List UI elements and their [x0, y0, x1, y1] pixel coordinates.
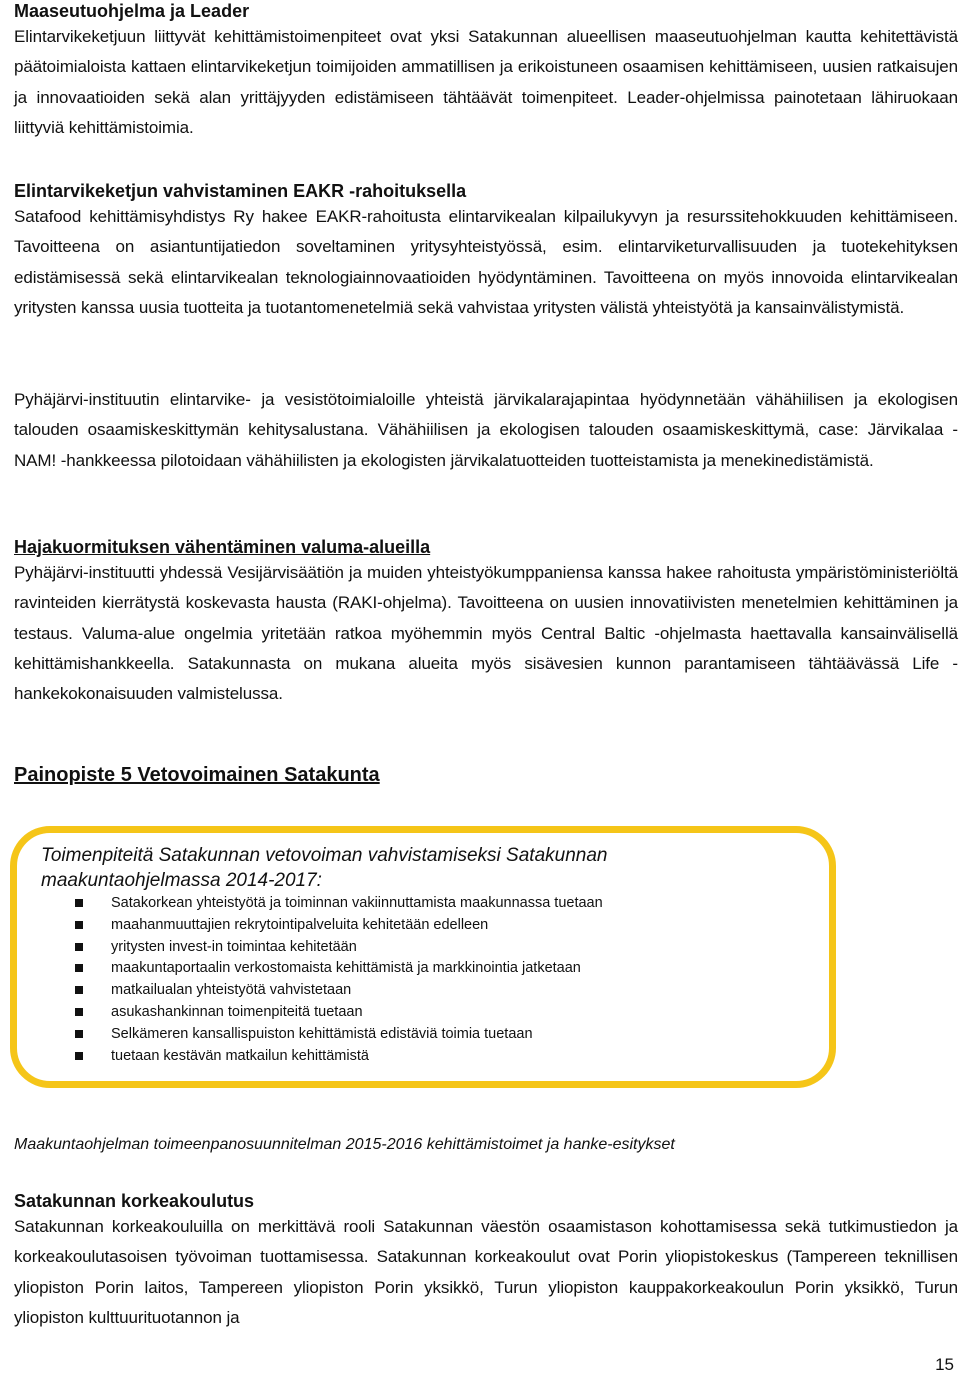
section-title: Elintarvikeketjun vahvistaminen EAKR -rahoituksella — [14, 181, 467, 201]
page-number: 15 — [935, 1355, 954, 1374]
list-item: tuetaan kestävän matkailun kehittämistä — [75, 1046, 603, 1068]
section-title: Hajakuormituksen vähentäminen valuma-alueilla — [14, 537, 431, 557]
bullet-square-icon — [75, 899, 83, 907]
bullet-square-icon — [75, 921, 83, 929]
list-item: matkailualan yhteistyötä vahvistetaan — [75, 980, 603, 1002]
list-item: Selkämeren kansallispuiston kehittämistä edistäviä toimia tuetaan — [75, 1024, 603, 1046]
section-body: Elintarvikeketjuun liittyvät kehittämistoimenpiteet ovat yksi Satakunnan alueellisen maaseutuohjelman kautta kehitettävistä päätoimialoista kattaen elintarvikeketjun toimijoiden ammatillisen ja erikoistuneen osaamisen kehittämiseen, uusien ratkaisujen ja innovaatioiden sekä alan yrittäjyyden edistämiseen tähtäävät toimenpiteet. Leader-ohjelmissa painotetaan lähiruokaan liittyviä kehittämistoimia. — [14, 27, 958, 137]
section-pyhajarvi — [14, 385, 958, 476]
section-title: Satakunnan korkeakoulutus — [14, 1191, 255, 1211]
bullet-square-icon — [75, 1052, 83, 1060]
section-body: Pyhäjärvi-instituutti yhdessä Vesijärvisäätiön ja muiden yhteistyökumppaniensa kanssa hakee rahoitusta ympäristöministeriöltä ravinteiden kierrätystä koskevasta hausta (RAKI-ohjelma). Tavoitteena on uusien innovatiivisten menetelmien kehittäminen ja testaus. Valuma-alue ongelmia yritetään ratkoa myöhemmin myös Central Baltic -ohjelmasta haettavalla kansainvälisellä kehittämishankkeella. Satakunnasta on mukana alueita myös sisävesien kunnon parantamiseen tähtäävässä Life -hankekokonaisuuden valmistelussa. — [14, 563, 958, 704]
list-item: maakuntaportaalin verkostomaista kehittämistä ja markkinointia jatketaan — [75, 958, 603, 980]
section-eakr — [14, 180, 958, 323]
bullet-square-icon — [75, 964, 83, 972]
list-item: Satakorkean yhteistyötä ja toiminnan vakiinnuttamista maakunnassa tuetaan — [75, 893, 603, 915]
box-title-line1: Toimenpiteitä Satakunnan vetovoiman vahvistamiseksi Satakunnan — [41, 845, 608, 866]
section-body: Satakunnan korkeakouluilla on merkittävä rooli Satakunnan väestön osaamistason kohottamisessa sekä tutkimustiedon ja korkeakoulutasoisen työvoiman tuottamisessa. Satakunnan korkeakoulut ovat Porin yliopistokeskus (Tampereen teknillisen yliopiston Porin laitos, Tampereen yliopiston Porin yksikkö, Turun yliopiston kauppakorkeakoulun Porin yksikkö, Turun yliopiston kulttuurituotannon ja — [14, 1217, 958, 1327]
list-item: yritysten invest-in toimintaa kehitetään — [75, 937, 603, 959]
measures-box-title — [41, 843, 801, 893]
section-hajakuormitus — [14, 536, 958, 709]
section-korkeakoulutus — [14, 1190, 958, 1333]
measures-box — [10, 826, 836, 1088]
section-body: Satafood kehittämisyhdistys Ry hakee EAKR-rahoitusta elintarvikealan kilpailukyvyn ja resurssitehokkuuden kehittämiseen. Tavoitteena on asiantuntijatiedon soveltaminen yritysyhteistyössä, esim. elintarviketurvallisuuden ja tuotekehityksen edistämisessä sekä elintarvikealan teknologiainnovaatioiden hyödyntäminen. Tavoitteena on myös innovoida elintarvikealan yritysten kanssa uusia tuotteita ja tuotantomenetelmiä sekä vahvistaa yritysten välistä yhteistyötä ja kansainvälistymistä. — [14, 207, 958, 317]
section-body: Pyhäjärvi-instituutin elintarvike- ja vesistötoimialoille yhteistä järvikalarajapintaa hyödynnetään vähähiilisen ja ekologisen talouden osaamiskeskittymän kehitysalustana. Vähähiilisen ja ekologisen talouden osaamiskeskittymä, case: Järvikalaa - NAM! -hankkeessa pilotoidaan vähähiilisten ja ekologisten järvikalatuotteiden tuotteistamista ja menekinedistämistä. — [14, 390, 958, 470]
list-item: asukashankinnan toimenpiteitä tuetaan — [75, 1002, 603, 1024]
measures-list — [75, 893, 603, 1067]
section-title: Maaseutuohjelma ja Leader — [14, 1, 250, 21]
section-maaseutuohjelma — [14, 0, 958, 143]
list-item: maahanmuuttajien rekrytointipalveluita kehitetään edelleen — [75, 915, 603, 937]
priority-heading: Painopiste 5 Vetovoimainen Satakunta — [14, 764, 380, 786]
implementation-plan-caption: Maakuntaohjelman toimeenpanosuunnitelman 2015-2016 kehittämistoimet ja hanke-esitykset — [14, 1136, 675, 1153]
bullet-square-icon — [75, 1030, 83, 1038]
priority-heading-block — [14, 764, 958, 787]
bullet-square-icon — [75, 986, 83, 994]
box-title-line2: maakuntaohjelmassa 2014-2017: — [41, 870, 322, 891]
bullet-square-icon — [75, 943, 83, 951]
bullet-square-icon — [75, 1008, 83, 1016]
